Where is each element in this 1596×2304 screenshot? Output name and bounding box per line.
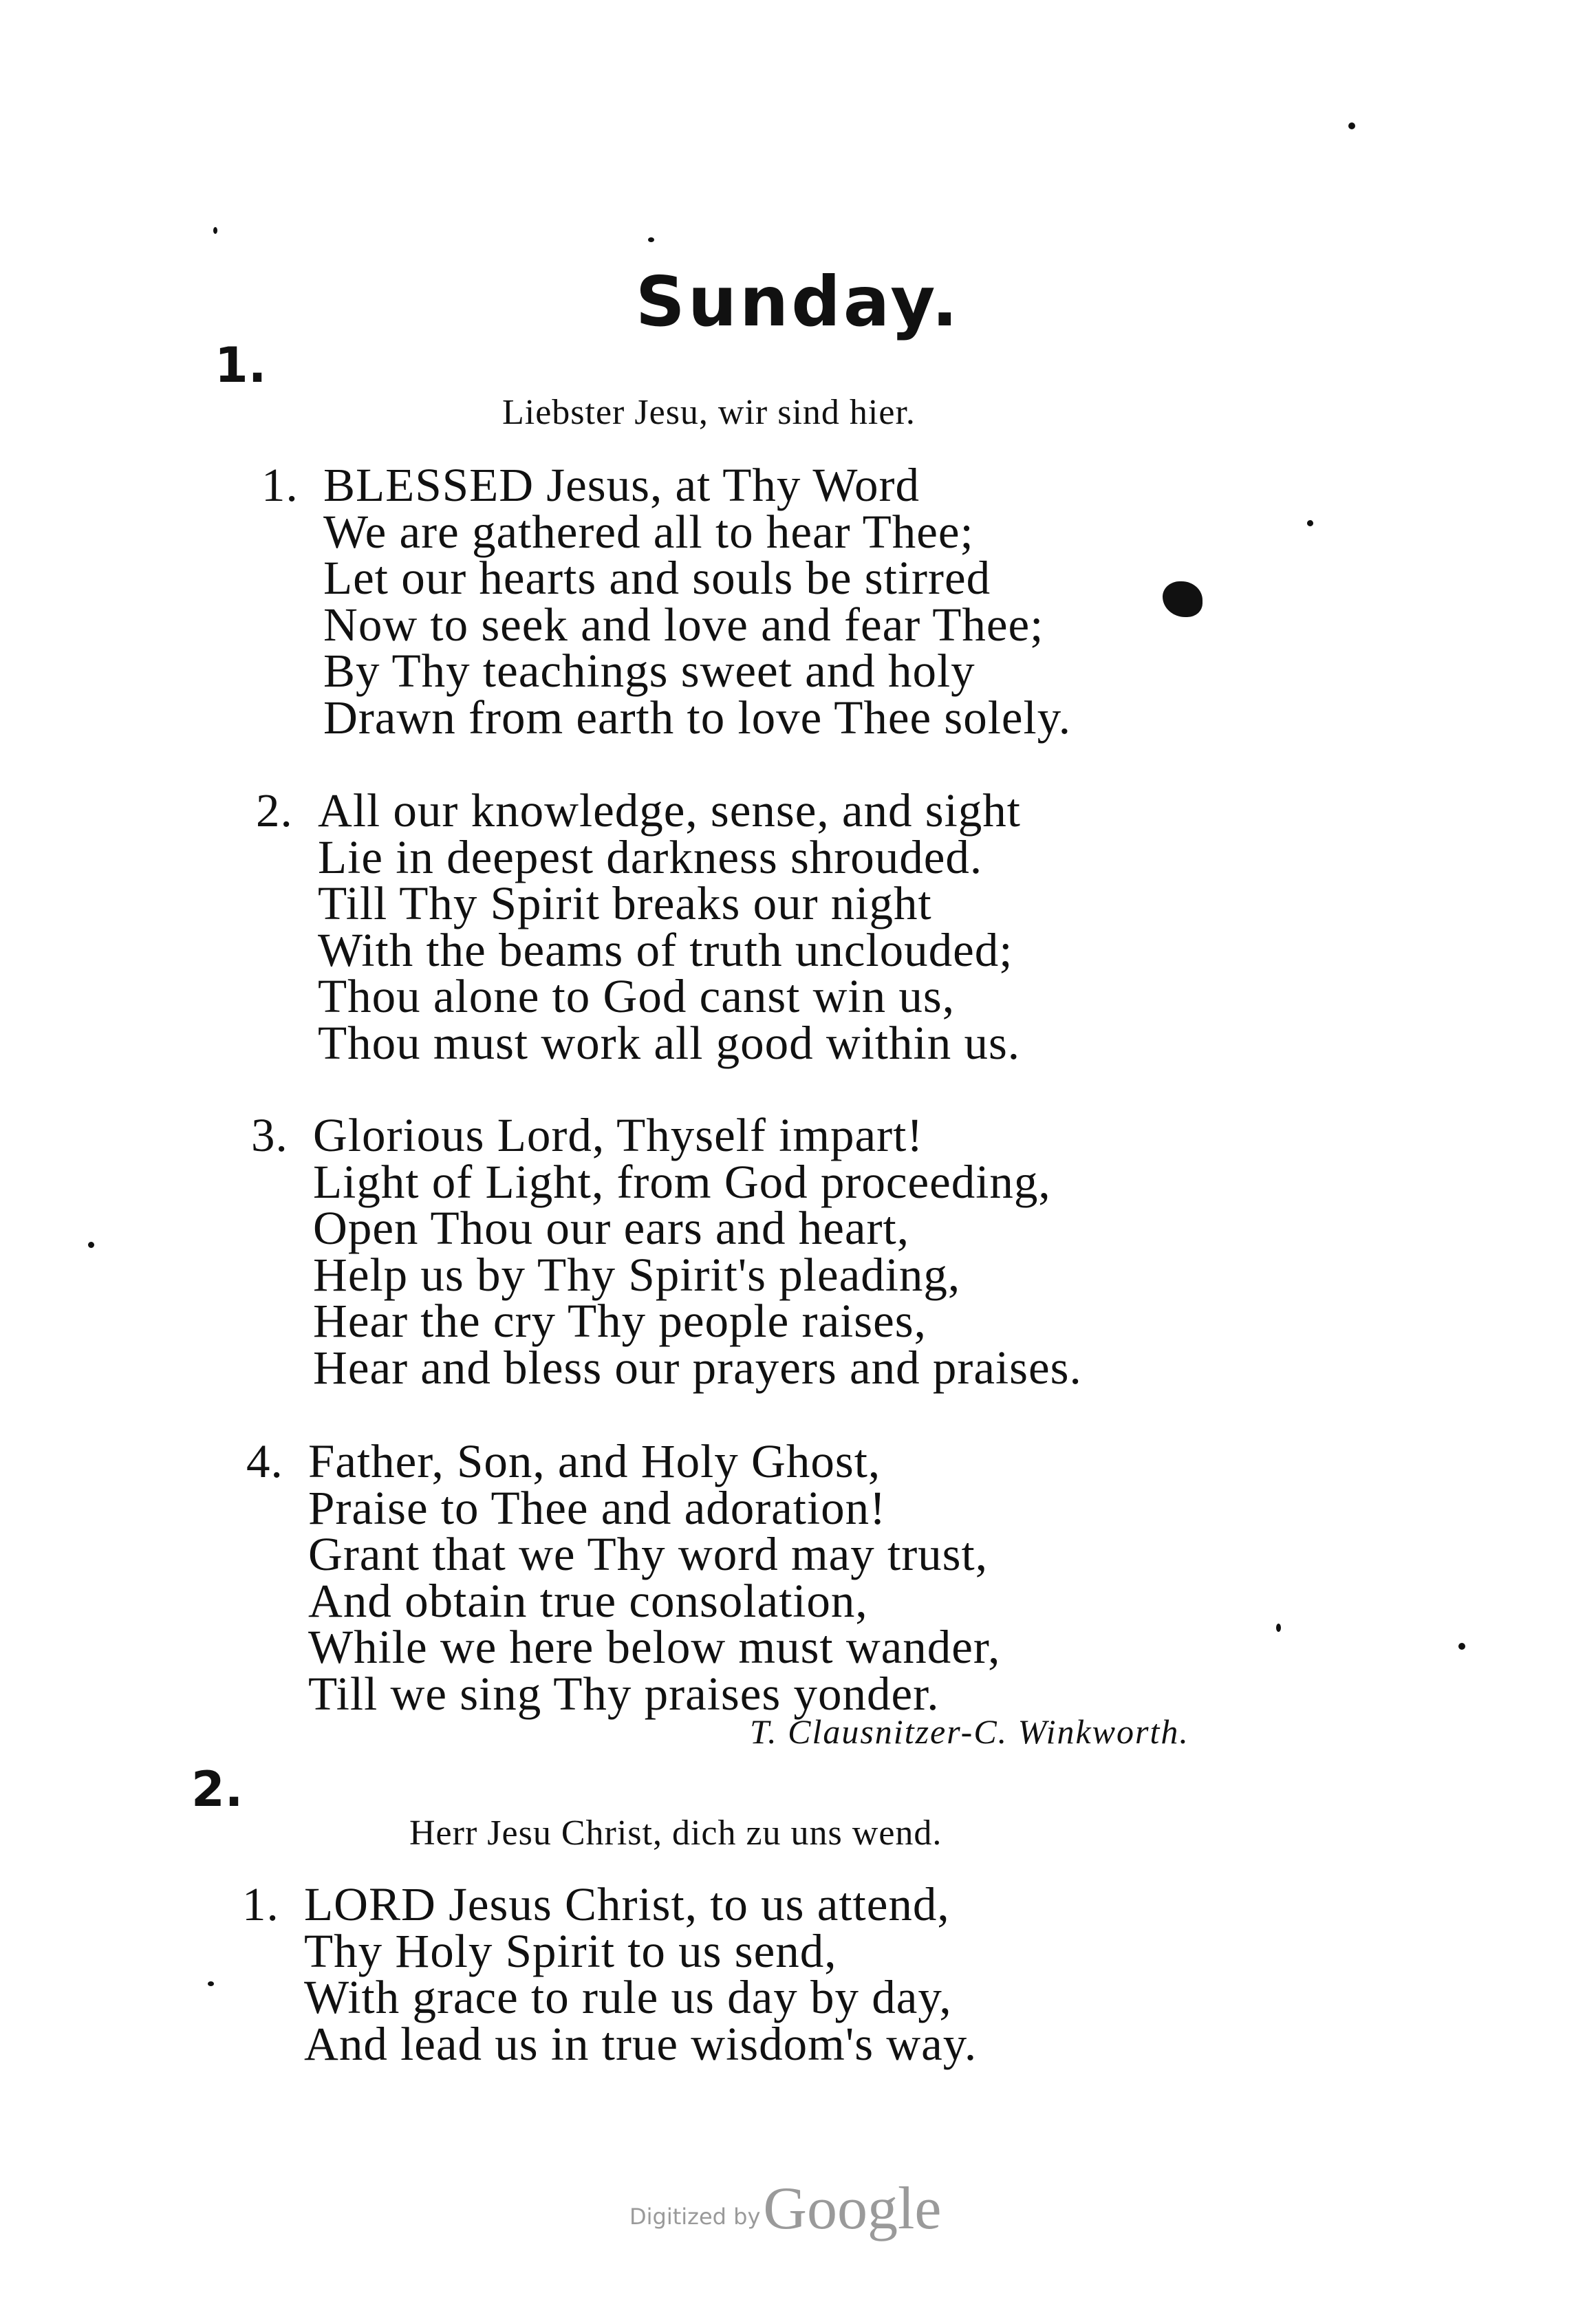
verse-line: And obtain true consolation, <box>308 1574 868 1627</box>
stanza <box>251 1109 1082 1394</box>
verse-line: Glorious Lord, Thyself impart! <box>313 1109 924 1161</box>
verse-line: Grant that we Thy word may trust, <box>308 1528 988 1580</box>
verse-line: Thou alone to God canst win us, <box>318 970 955 1022</box>
hymn-number: 1. <box>215 337 267 394</box>
verse-line: While we here below must wander, <box>308 1621 1001 1673</box>
verse-line: Lie in deepest darkness shrouded. <box>318 830 983 883</box>
ink-blot <box>1163 581 1203 617</box>
hymn-number: 2. <box>191 1761 244 1818</box>
verse-line: Thou must work all good within us. <box>318 1016 1021 1069</box>
stanza-number: 3. <box>251 1109 288 1161</box>
verse-line: With the beams of truth unclouded; <box>318 923 1013 976</box>
stanza <box>256 784 1021 1069</box>
verse-line: We are gathered all to hear Thee; <box>323 505 974 558</box>
stanza-number: 1. <box>242 1878 279 1930</box>
stanza-number: 2. <box>256 784 293 837</box>
google-logo: Google <box>763 2175 942 2242</box>
scan-speck <box>213 227 217 234</box>
verse-line: Let our hearts and souls be stirred <box>323 552 991 604</box>
verse-line: And lead us in true wisdom's way. <box>304 2017 978 2070</box>
verse-line: Drawn from earth to love Thee solely. <box>323 691 1071 744</box>
scan-speck <box>1348 122 1355 129</box>
verse-line: Hear the cry Thy people raises, <box>313 1295 927 1347</box>
verse-line: Thy Holy Spirit to us send, <box>304 1924 837 1977</box>
verse-line: By Thy teachings sweet and holy <box>323 645 975 697</box>
verse-line: LORD Jesus Christ, to us attend, <box>304 1878 950 1930</box>
scan-speck <box>88 1242 94 1248</box>
verse-line: All our knowledge, sense, and sight <box>318 784 1021 837</box>
verse-line: Now to seek and love and fear Thee; <box>323 598 1044 651</box>
stanza <box>246 1435 1001 1720</box>
verse-line: Praise to Thee and adoration! <box>308 1481 887 1534</box>
stanza-number: 1. <box>261 459 299 511</box>
scan-speck <box>1307 520 1313 526</box>
scan-speck <box>1276 1624 1281 1632</box>
verse-line: Till Thy Spirit breaks our night <box>318 877 932 929</box>
digitized-label: Digitized by <box>629 2204 761 2230</box>
verse-line: BLESSED Jesus, at Thy Word <box>323 459 920 511</box>
verse-line: Help us by Thy Spirit's pleading, <box>313 1248 961 1301</box>
verse-line: Father, Son, and Holy Ghost, <box>308 1435 881 1487</box>
scan-speck <box>1458 1643 1465 1650</box>
hymn-tune-title: Herr Jesu Christ, dich zu uns wend. <box>409 1813 942 1853</box>
hymn-tune-title: Liebster Jesu, wir sind hier. <box>502 393 916 432</box>
stanza <box>261 459 1071 744</box>
verse-line: Hear and bless our prayers and praises. <box>313 1341 1082 1394</box>
verse-line: With grace to rule us day by day, <box>304 1971 952 2023</box>
stanza <box>242 1878 978 2070</box>
verse-line: Open Thou our ears and heart, <box>313 1202 909 1254</box>
scan-speck <box>208 1981 214 1986</box>
verse-line: Light of Light, from God proceeding, <box>313 1155 1051 1208</box>
digitized-watermark <box>629 2174 941 2243</box>
hymn-attribution: T. Clausnitzer-C. Winkworth. <box>750 1712 1189 1751</box>
stanza-number: 4. <box>246 1435 283 1487</box>
page-title: Sunday. <box>635 261 961 342</box>
verse-line: Till we sing Thy praises yonder. <box>308 1667 940 1720</box>
scan-speck <box>648 237 654 242</box>
